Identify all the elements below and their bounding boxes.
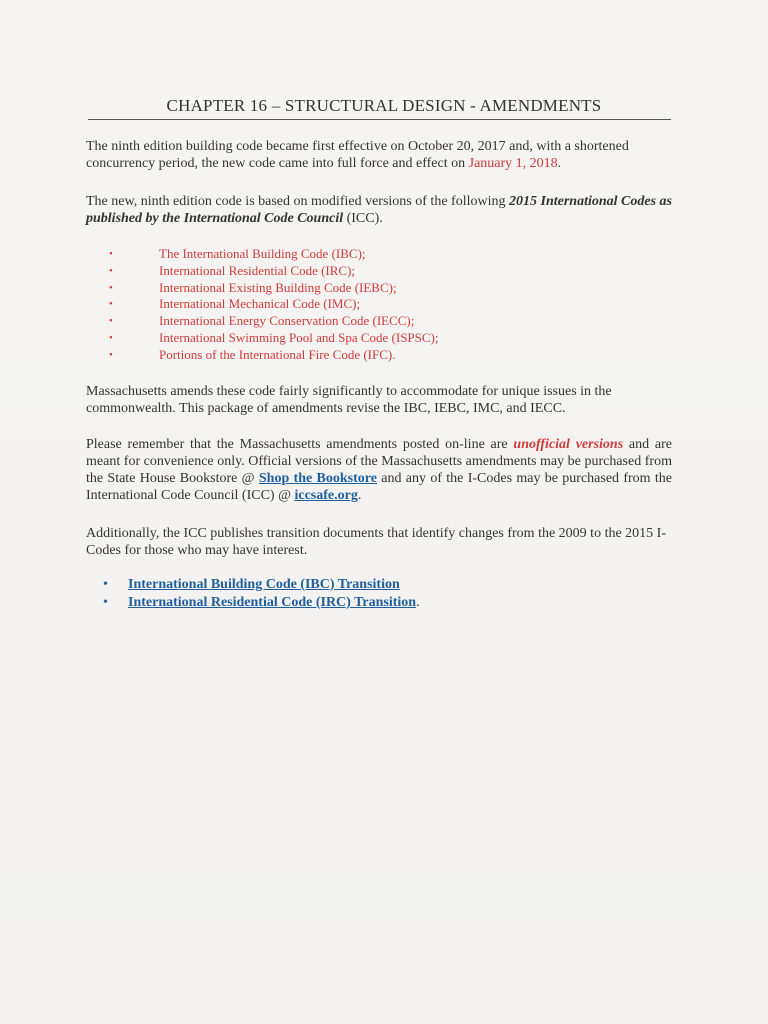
code-item-label: International Mechanical Code (IMC); [159,296,361,312]
transition-list [103,576,420,612]
basis-paragraph [86,193,672,227]
list-item [103,576,420,594]
amendments-paragraph: Massachusetts amends these code fairly significantly to accommodate for unique issues in the commonwealth. This package of amendments revise the IBC, IEBC, IMC, and IECC. [86,384,612,416]
bullet-icon: • [109,315,113,328]
list-item [109,263,439,280]
list-item [109,313,439,330]
effective-date: January 1, 2018 [468,156,558,171]
irc-transition-link[interactable]: International Residential Code (IRC) Transition [128,595,417,610]
list-item [109,280,439,297]
transition-suffix: . [416,595,420,610]
code-item-label: International Residential Code (IRC); [159,262,356,278]
intro-paragraph [86,138,672,172]
list-item [109,330,439,347]
list-item [103,594,420,612]
notice-paragraph [86,436,672,504]
shop-bookstore-link[interactable]: Shop the Bookstore [258,471,377,486]
basis-year: 2015 [509,194,537,209]
list-item [109,347,439,364]
bullet-icon: • [109,331,113,344]
list-item [109,246,439,263]
basis-icc: (ICC). [343,211,383,226]
bullet-icon: • [103,595,108,610]
basis-text: The new, ninth edition code is based on modified versions of the following [86,194,509,209]
intro-text: The ninth edition building code became first effective on October 20, 2017 and, with a shortened concurrency period, the new code came into full force and effect on [86,139,629,171]
transition-paragraph: Additionally, the ICC publishes transition documents that identify changes from the 2009 to the 2015 I-Codes for those who may have interest. [86,526,666,558]
code-item-label: The International Building Code (IBC); [159,246,366,261]
bullet-icon: • [103,577,108,592]
bullet-icon: • [109,298,113,311]
code-item-label: International Energy Conservation Code (IECC); [159,313,415,329]
bullet-icon: • [109,348,113,361]
notice-text-c: and any of the I-Codes may be purchased from the International Code Council (ICC) @ [86,471,672,503]
notice-text-a: Please remember that the Massachusetts amendments posted on-line are [86,437,514,452]
code-item-label: Portions of the International Fire Code (IFC). [159,346,396,362]
notice-text-b: and are meant for convenience only. Official versions of the Massachusetts amendments may be purchased from the State House Bookstore @ [86,437,672,486]
code-item-label: International Swimming Pool and Spa Code (ISPSC); [159,329,439,345]
bullet-icon: • [109,264,113,277]
bullet-icon: • [109,248,113,260]
code-list [109,246,439,364]
intro-period: . [557,156,562,171]
ibc-transition-link[interactable]: International Building Code (IBC) Transition [128,577,400,592]
code-item-label: International Existing Building Code (IEBC); [159,279,397,295]
basis-codes-title: International Codes as published by the International Code Council [86,194,673,226]
unofficial-versions: unofficial versions [513,437,624,452]
page-title: CHAPTER 16 – STRUCTURAL DESIGN - AMENDMENTS [166,96,602,115]
list-item [109,296,439,313]
notice-period: . [357,488,362,503]
title-underline [88,119,671,120]
iccsafe-link[interactable]: iccsafe.org [294,488,358,503]
bullet-icon: • [109,281,113,294]
